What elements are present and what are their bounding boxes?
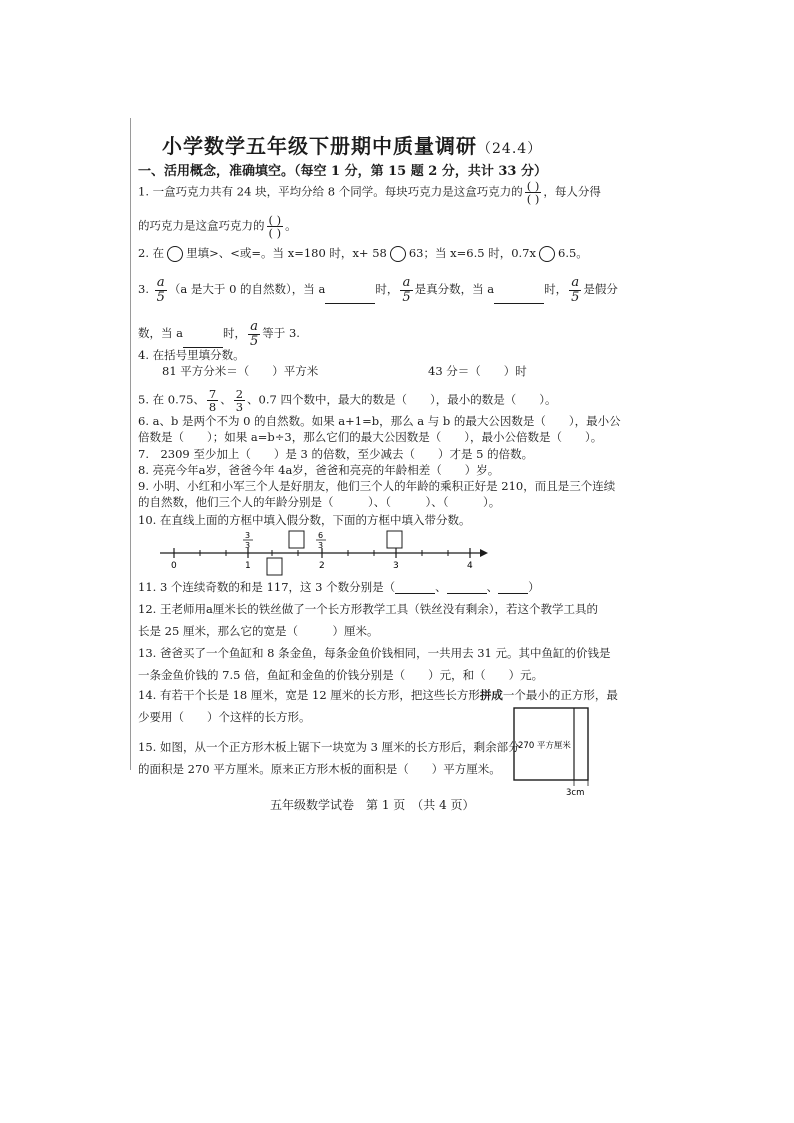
question-14-line-2: 少要用（ ）个这样的长方形。 [138,710,311,724]
question-6-line-2: 倍数是（ ）；如果 a=b÷3，那么它们的最大公因数是（ ），最小公倍数是（ ）。 [138,430,603,444]
number-line-arrow [480,549,488,557]
tick-label-2: 2 [319,561,325,571]
question-2: 2. 在 里填>、<或=。当 x=180 时，x+ 58 63；当 x=6.5 时，0.7x 6.5。 [138,246,588,260]
question-13-line-2: 一条金鱼价钱的 7.5 倍，鱼缸和金鱼的价钱分别是（ ）元，和（ ）元。 [138,668,544,682]
question-3-line-1: 3. $\frac{a}{5}$ （a 是大于 0 的自然数），当 a 时， $\frac{a}{5}$ 是真分数，当 a 时， $\frac{a}{5}$ 是假分 [138,275,618,305]
fraction-label-b-denominator: 3 [318,541,324,550]
question-4-part-a: 81 平方分米＝（ ）平方米 [162,364,319,378]
strip-width-label: 3cm [566,788,585,798]
question-4-part-b: 43 分＝（ ）时 [428,364,527,378]
question-5: 5. 在 0.75、 $\frac{7}{8}$ 、 $\frac{2}{3}$ 、0.7 四个数中，最大的数是（ ），最小的数是（ ）。 [138,387,557,415]
question-7: 7. 2309 至少加上（ ）是 3 的倍数，至少减去（ ）才是 5 的倍数。 [138,447,534,461]
question-1-line-1: 1. 一盒巧克力共有 24 块，平均分给 8 个同学。每块巧克力是这盒巧克力的 $\frac{( )}{( )}$ ，每人分得 [138,179,601,207]
tick-label-0: 0 [171,561,177,571]
question-15-line-2: 的面积是 270 平方厘米。原来正方形木板的面积是（ ）平方厘米。 [138,762,501,776]
question-12-line-2: 长是 25 厘米，那么它的宽是（ ）厘米。 [138,624,379,638]
page-footer: 五年级数学试卷 第 1 页 （共 4 页） [270,798,475,812]
compare-circle [390,246,406,262]
question-9-line-2: 的自然数，他们三个人的年龄分别是（ ）、（ ）、（ ）。 [138,495,501,509]
tick-label-3: 3 [393,561,399,571]
fraction-label-a-numerator: 3 [245,531,251,540]
question-12-line-1: 12. 王老师用a厘米长的铁丝做了一个长方形教学工具（铁丝没有剩余），若这个教学工具的 [138,602,599,616]
question-15-line-1: 15. 如图，从一个正方形木板上锯下一块宽为 3 厘米的长方形后，剩余部分 [138,740,520,754]
answer-box-below[interactable] [267,558,282,575]
question-8: 8. 亮亮今年a岁，爸爸今年 4a岁，爸爸和亮亮的年龄相差（ ）岁。 [138,463,500,477]
question-11: 11. 3 个连续奇数的和是 117，这 3 个数分别是（ 、 、 ） [138,580,540,594]
tick-label-1: 1 [245,561,251,571]
question-13-line-1: 13. 爸爸买了一个鱼缸和 8 条金鱼，每条金鱼价钱相同，一共用去 31 元。其中鱼缸的价钱是 [138,646,611,660]
question-1-line-2: 的巧克力是这盒巧克力的 $\frac{( )}{( )}$ 。 [138,213,297,241]
answer-box-above-1[interactable] [289,531,304,548]
question-4-heading: 4. 在括号里填分数。 [138,348,245,362]
number-line [150,528,490,578]
tick-label-4: 4 [467,561,473,571]
compare-circle [539,246,555,262]
section-heading: 一、活用概念，准确填空。（每空 1 分，第 15 题 2 分，共计 33 分） [138,164,547,179]
question-6-line-1: 6. a、b 是两个不为 0 的自然数。如果 a+1=b，那么 a 与 b 的最大公因数是（ ），最小公 [138,414,621,428]
page-title: 小学数学五年级下册期中质量调研（24.4） [162,134,543,158]
question-3-line-2: 数，当 a 时， $\frac{a}{5}$ 等于 3. [138,319,300,349]
question-10: 10. 在直线上面的方框中填入假分数，下面的方框中填入带分数。 [138,513,471,527]
binding-margin-line [130,118,131,770]
fraction-label-a-denominator: 3 [245,541,251,550]
remaining-area-label: 270 平方厘米 [518,741,571,751]
square-board-figure [512,706,594,798]
question-9-line-1: 9. 小明、小红和小军三个人是好朋友，他们三个人的年龄的乘积正好是 210，而且是三个连续 [138,479,616,493]
fraction-label-b-numerator: 6 [318,531,324,540]
answer-box-above-2[interactable] [387,531,402,548]
question-14-line-1: 14. 有若干个长是 18 厘米，宽是 12 厘米的长方形，把这些长方形拼成一个最小的正方形，最 [138,688,618,702]
compare-circle [167,246,183,262]
